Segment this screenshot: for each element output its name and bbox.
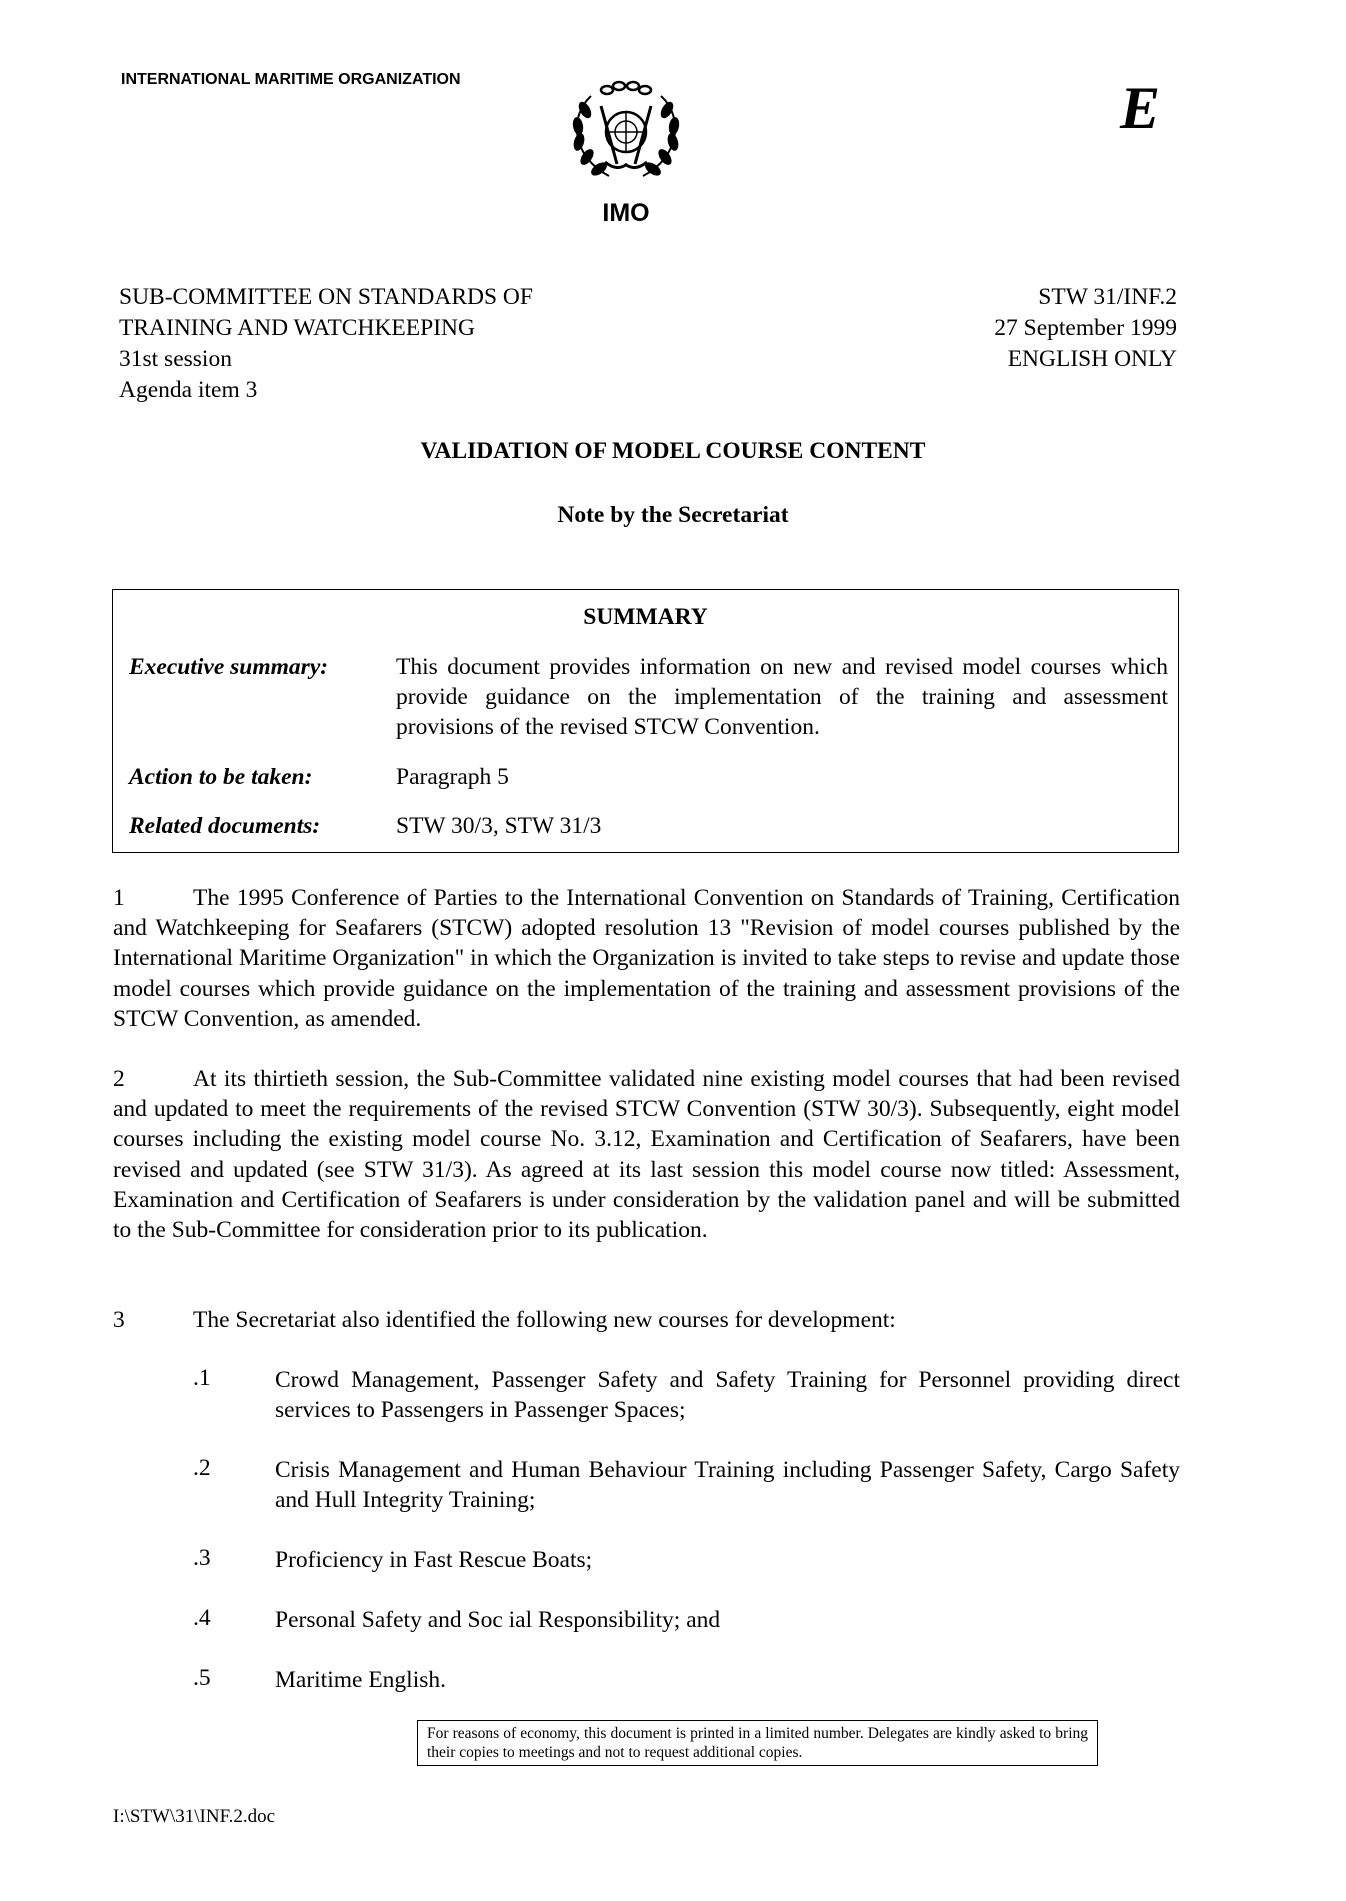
document-info (994, 282, 1177, 375)
course-number: .1 (193, 1365, 211, 1391)
summary-heading: SUMMARY (583, 604, 708, 630)
organization-name: INTERNATIONAL MARITIME ORGANIZATION (121, 71, 461, 88)
paragraph-text: The 1995 Conference of Parties to the International Convention on Standards of Training, Certification and Watchkeeping for Seafarers (STCW) adopted resolution 13 "Revision of model courses published by the International Maritime Organization" in which the Organization is invited to take steps to revise and update those model courses which provide guidance on the implementation of the training and assessment provisions of the STCW Convention, as amended. (113, 885, 1180, 1032)
document-date: 27 September 1999 (994, 315, 1177, 341)
related-documents-label: Related documents: (129, 813, 321, 839)
action-text: Paragraph 5 (396, 764, 509, 790)
course-item: Crowd Management, Passenger Safety and Safety Training for Personnel providing direct services to Passengers in Passenger Spaces; (275, 1367, 1180, 1424)
committee-name-line2: TRAINING AND WATCHKEEPING (119, 315, 475, 341)
document-language: ENGLISH ONLY (1007, 346, 1177, 372)
paragraph-number: 1 (113, 885, 125, 911)
course-number: .3 (193, 1545, 211, 1571)
summary-box (112, 589, 1179, 853)
executive-summary-text: This document provides information on new and revised model courses which provide guidance on the implementation of the training and assessment provisions of the revised STCW Convention. (396, 654, 1168, 740)
paragraph-3 (113, 1305, 1180, 1335)
course-number: .5 (193, 1665, 211, 1691)
course-number: .4 (193, 1605, 211, 1631)
imo-abbreviation: IMO (602, 199, 650, 227)
imo-emblem-logo (561, 76, 691, 186)
course-item: Maritime English. (275, 1667, 447, 1693)
paragraph-2 (113, 1064, 1180, 1245)
document-title: VALIDATION OF MODEL COURSE CONTENT (420, 438, 926, 464)
session: 31st session (119, 346, 232, 372)
action-label: Action to be taken: (129, 764, 313, 790)
file-path-footer: I:\STW\31\INF.2.doc (113, 1806, 276, 1827)
course-number: .2 (193, 1455, 211, 1481)
executive-summary-label: Executive summary: (129, 654, 329, 680)
course-item: Proficiency in Fast Rescue Boats; (275, 1547, 593, 1573)
committee-info (119, 282, 533, 406)
document-symbol: STW 31/INF.2 (1038, 284, 1177, 310)
document-subtitle: Note by the Secretariat (557, 502, 789, 528)
paragraph-text: The Secretariat also identified the following new courses for development: (193, 1307, 896, 1333)
related-documents-text: STW 30/3, STW 31/3 (396, 813, 602, 839)
paragraph-text: At its thirtieth session, the Sub-Committee validated nine existing model courses that had been revised and updated to meet the requirements of the revised STCW Convention (STW 30/3). Subsequently, eight model courses including the existing model course No. 3.12, Examination and Certification of Seafarers, have been revised and updated (see STW 31/3). As agreed at its last session this model course now titled: Assessment, Examination and Certification of Seafarers is under consideration by the validation panel and will be submitted to the Sub-Committee for consideration prior to its publication. (113, 1066, 1180, 1244)
paragraph-number: 2 (113, 1066, 125, 1092)
committee-name-line1: SUB-COMMITTEE ON STANDARDS OF (119, 284, 533, 310)
paragraph-1 (113, 883, 1180, 1034)
course-item: Crisis Management and Human Behaviour Training including Passenger Safety, Cargo Safety and Hull Integrity Training; (275, 1457, 1180, 1514)
language-mark: E (1120, 75, 1161, 141)
course-item: Personal Safety and Soc ial Responsibility; and (275, 1607, 721, 1633)
economy-notice: For reasons of economy, this document is printed in a limited number. Delegates are kindly asked to bring their copies to meetings and not to request additional copies. (417, 1720, 1098, 1766)
paragraph-number: 3 (113, 1307, 125, 1333)
agenda-item: Agenda item 3 (119, 377, 258, 403)
